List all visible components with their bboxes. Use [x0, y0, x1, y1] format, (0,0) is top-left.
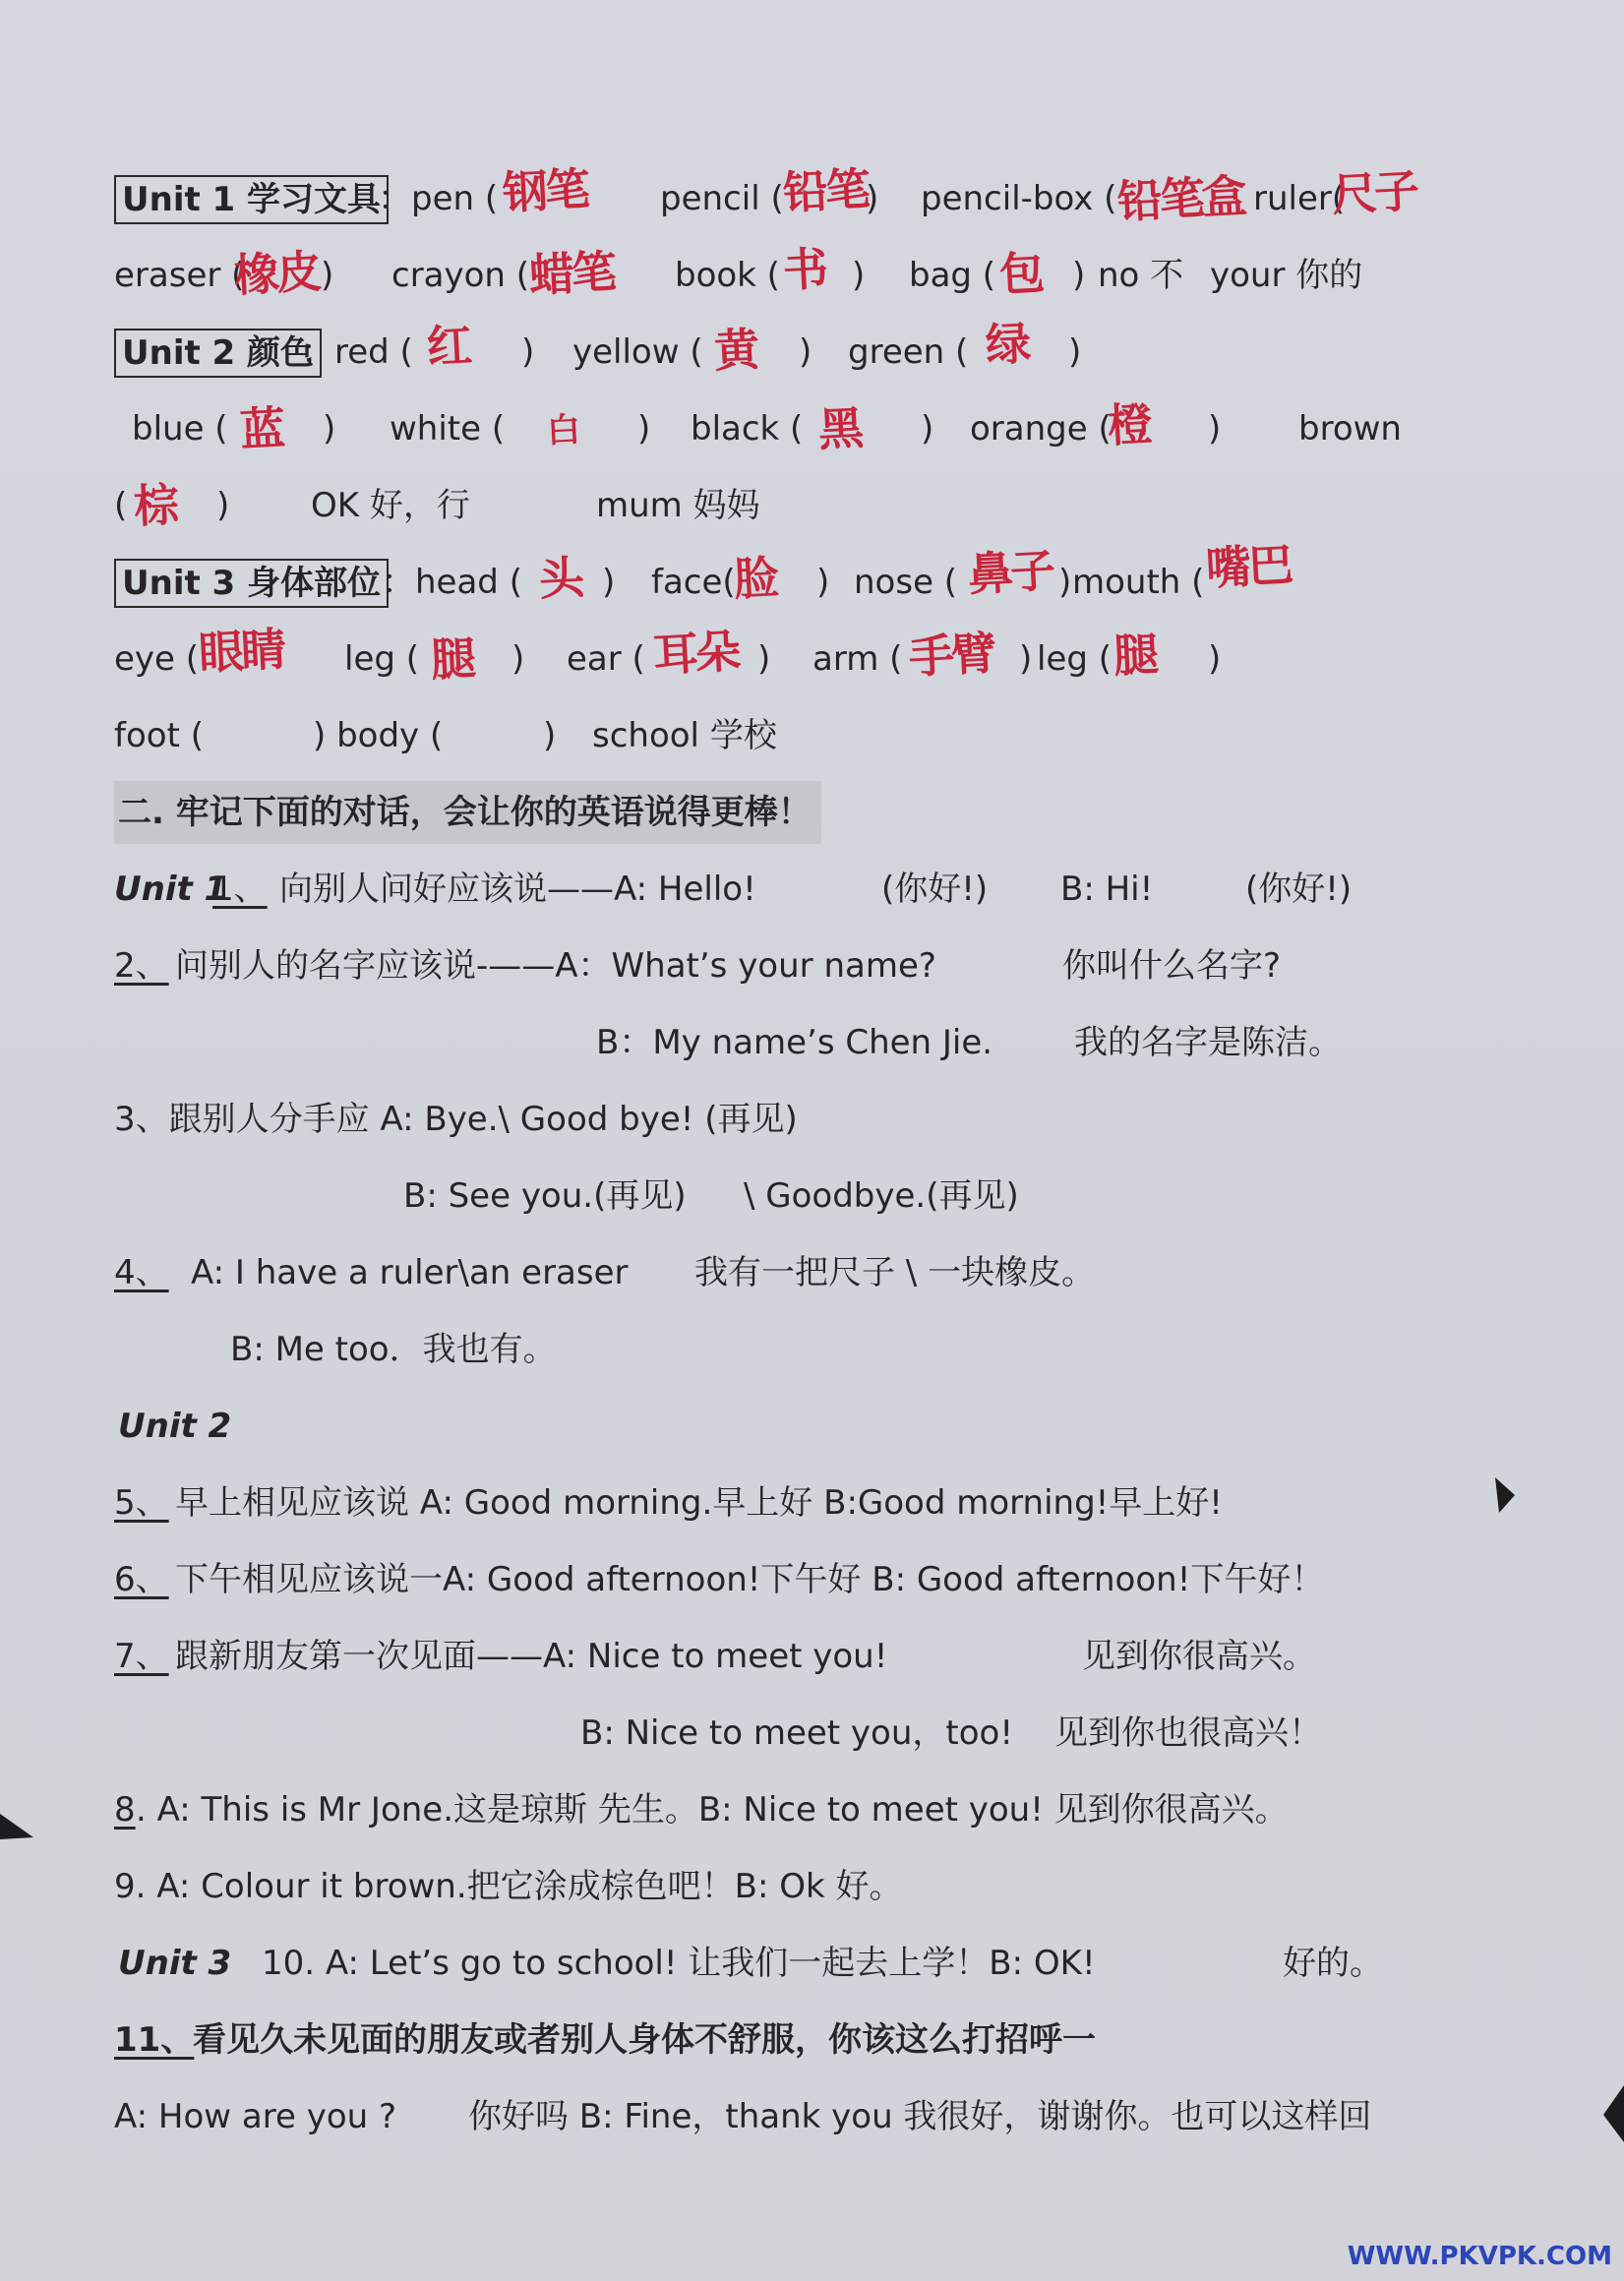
dialogue-text: 10. A: Let’s go to school! 让我们一起去上学！B: OK! — [262, 1944, 1096, 1983]
paren-close: ) — [757, 639, 771, 679]
vocab-bag: bag ( — [909, 256, 996, 295]
dialogue-translation: (你好!) — [1245, 870, 1353, 909]
unit-marker: Unit 1 — [114, 870, 228, 909]
vocab-crayon: crayon ( — [391, 256, 530, 295]
dialogue-4 — [114, 1241, 1511, 1304]
vocab-school: school 学校 — [592, 716, 777, 755]
item-number: 1、 — [212, 870, 268, 909]
dialogue-translation: (你好!) — [881, 870, 989, 909]
paren-close: ) — [816, 563, 830, 602]
unit-marker: Unit 3 — [118, 1944, 232, 1983]
vocab-line-unit2-a — [114, 316, 1511, 384]
handwritten-answer: 铅笔 — [781, 161, 870, 220]
vocab-line-unit2-c — [114, 474, 1511, 537]
vocab-leg-2: leg ( — [1037, 639, 1113, 679]
dialogue-3-reply — [114, 1165, 1511, 1228]
handwritten-answer: 绿 — [984, 316, 1030, 373]
paren-close: ) — [1208, 409, 1222, 449]
dialogue-text: B: Nice to meet you，too! — [580, 1713, 1013, 1753]
vocab-ok: OK 好，行 — [311, 486, 470, 525]
handwritten-answer: 鼻子 — [966, 543, 1054, 602]
vocab-leg: leg ( — [344, 639, 420, 679]
handwritten-answer: 书 — [781, 241, 827, 298]
item-number: 5、 — [114, 1483, 169, 1523]
vocab-black: black ( — [691, 409, 804, 449]
vocab-no: no 不 — [1098, 256, 1184, 295]
handwritten-answer: 尺子 — [1330, 163, 1418, 222]
vocab-pen: ：pen ( — [378, 179, 499, 218]
vocab-pencil: pencil ( — [660, 179, 784, 218]
dialogue-1 — [114, 858, 1511, 921]
paren-close: ) — [866, 179, 879, 218]
vocab-mouth: mouth ( — [1072, 563, 1205, 602]
dialogue-translation: 好的。 — [1283, 1944, 1383, 1983]
paren-close: ) — [521, 332, 535, 372]
item-number: 4、 — [114, 1253, 169, 1292]
item-number: 7、 — [114, 1637, 169, 1676]
dialogue-5 — [114, 1471, 1511, 1534]
dialogue-4-reply — [114, 1318, 1511, 1381]
paren-close: ) — [602, 563, 616, 602]
item-number: 6、 — [114, 1560, 169, 1599]
dialogue-text: A: How are you ? — [114, 2097, 397, 2136]
dialogue-reply: B: Hi! — [1060, 870, 1154, 909]
dialogue-text: 问别人的名字应该说-——A：What’s your name? — [175, 946, 936, 986]
dialogue-text: 9. A: Colour it brown.把它涂成棕色吧！B: Ok 好。 — [114, 1867, 903, 1906]
vocab-body: ) body ( — [313, 716, 444, 755]
scan-edge-mark — [0, 1810, 39, 1849]
dialogue-11-body — [114, 2085, 1511, 2148]
dialogue-translation: 见到你很高兴。 — [1082, 1637, 1316, 1676]
handwritten-answer: 橙 — [1106, 396, 1152, 453]
dialogue-text: B：My name’s Chen Jie. — [596, 1023, 993, 1062]
vocab-yellow: yellow ( — [572, 332, 703, 372]
paren-close: ) — [321, 256, 334, 295]
vocab-white: white ( — [390, 409, 506, 449]
dialogue-7 — [114, 1625, 1511, 1688]
vocab-book: book ( — [675, 256, 780, 295]
dialogue-3 — [114, 1088, 1511, 1151]
dialogue-text: . A: This is Mr Jone.这是琼斯 先生。B: Nice to meet you! 见到你很高兴。 — [136, 1790, 1289, 1830]
dialogue-6 — [114, 1548, 1511, 1611]
item-number: 2、 — [114, 946, 169, 986]
vocab-green: green ( — [848, 332, 969, 372]
section2-heading-line — [114, 781, 1511, 844]
unit2-marker-line — [114, 1395, 1511, 1458]
handwritten-answer: 手臂 — [907, 626, 995, 685]
dialogue-8 — [114, 1778, 1511, 1841]
handwritten-answer: 红 — [425, 318, 471, 375]
paren-close: ) — [852, 256, 866, 295]
vocab-line-unit2-b — [114, 397, 1511, 460]
handwritten-answer: 腿 — [429, 630, 475, 688]
paren-open: ( — [114, 486, 128, 525]
unit-marker: Unit 2 — [118, 1407, 232, 1446]
dialogue-translation: \ Goodbye.(再见) — [744, 1176, 1019, 1216]
item-number: 8 — [114, 1790, 136, 1830]
dialogue-text: 向别人问好应该说——A: Hello! — [279, 870, 756, 909]
scan-edge-mark — [1599, 2085, 1624, 2144]
paren-close: ) — [637, 409, 651, 449]
handwritten-answer: 蜡笔 — [527, 244, 616, 303]
vocab-mum: mum 妈妈 — [596, 486, 760, 525]
vocab-brown: brown — [1298, 409, 1402, 449]
vocab-line-unit3-a — [114, 537, 1511, 614]
vocab-eye: eye ( — [114, 639, 200, 679]
unit3-label: Unit 3 身体部位 — [114, 559, 389, 608]
vocab-arm: arm ( — [812, 639, 903, 679]
handwritten-answer: 黑 — [816, 400, 863, 457]
unit2-label: Unit 2 颜色 — [114, 329, 322, 378]
dialogue-translation: 我有一把尺子 \ 一块橡皮。 — [694, 1253, 1096, 1292]
paren-close: ) — [1208, 639, 1222, 679]
dialogue-text: 看见久未见面的朋友或者别人身体不舒服，你该这么打招呼一 — [193, 2020, 1096, 2060]
paren-close: ) — [1019, 639, 1033, 679]
section2-heading: 二. 牢记下面的对话，会让你的英语说得更棒！ — [114, 781, 821, 844]
dialogue-translation: 见到你也很高兴！ — [1054, 1713, 1322, 1753]
paren-close: ) — [799, 332, 812, 372]
dialogue-text: 早上相见应该说 A: Good morning.早上好 B:Good morning!早上好! — [175, 1483, 1223, 1523]
dialogue-text: 下午相见应该说一A: Good afternoon!下午好 B: Good afternoon!下午好！ — [175, 1560, 1325, 1599]
paren-close: ) — [1058, 563, 1072, 602]
dialogue-translation: 你叫什么名字? — [1062, 946, 1282, 986]
paren-close: ) — [216, 486, 230, 525]
vocab-line-unit3-b — [114, 622, 1511, 690]
dialogue-2-reply — [114, 1011, 1511, 1074]
site-watermark: WWW.PKVPK.COM — [1347, 2242, 1612, 2271]
dialogue-9 — [114, 1855, 1511, 1918]
vocab-nose: nose ( — [854, 563, 958, 602]
vocab-foot: foot ( — [114, 716, 204, 755]
handwritten-answer: 橡皮 — [232, 244, 321, 303]
vocab-line-unit1-b — [114, 241, 1511, 307]
vocab-face: face( — [651, 563, 736, 602]
dialogue-10 — [114, 1932, 1511, 1995]
dialogue-translation: 你好吗 B: Fine，thank you 我很好，谢谢你。也可以这样回 — [468, 2097, 1372, 2136]
paren-close: ) — [511, 639, 525, 679]
unit1-label: Unit 1 学习文具 — [114, 175, 389, 224]
vocab-your: your 你的 — [1210, 256, 1363, 295]
dialogue-text: A: I have a ruler\an eraser — [191, 1253, 629, 1292]
dialogue-translation: 我的名字是陈洁。 — [1074, 1023, 1342, 1062]
dialogue-text: B: Me too．我也有。 — [230, 1330, 557, 1369]
paren-close: ) — [1072, 256, 1086, 295]
paren-close: ) — [921, 409, 934, 449]
scan-edge-mark — [1491, 1475, 1521, 1515]
vocab-eraser: eraser ( — [114, 256, 245, 295]
paren-close: ) — [323, 409, 336, 449]
dialogue-2 — [114, 934, 1511, 997]
handwritten-answer: 嘴巴 — [1204, 537, 1293, 596]
vocab-orange: orange ( — [970, 409, 1112, 449]
handwritten-answer: 耳朵 — [651, 624, 740, 683]
vocab-line-unit1-a — [114, 161, 1511, 230]
vocab-head: ：head ( — [382, 563, 522, 602]
paren-close: ) — [1068, 332, 1082, 372]
vocab-line-unit3-c — [114, 704, 1511, 767]
dialogue-11 — [114, 2009, 1511, 2071]
dialogue-text: 跟新朋友第一次见面——A: Nice to meet you! — [175, 1637, 888, 1676]
vocab-red: ：red ( — [301, 332, 413, 372]
handwritten-answer: 蓝 — [238, 400, 284, 457]
handwritten-answer: 钢笔 — [501, 161, 589, 220]
vocab-blue: blue ( — [132, 409, 228, 449]
handwritten-answer: 铅笔盒 — [1115, 168, 1246, 229]
handwritten-answer: 脸 — [732, 550, 778, 607]
vocab-ruler: ruler( — [1253, 179, 1346, 218]
handwritten-answer: 眼睛 — [197, 622, 285, 681]
item-number: 11、 — [114, 2020, 195, 2060]
vocab-ear: ear ( — [567, 639, 645, 679]
handwritten-answer: 腿 — [1112, 627, 1158, 684]
handwritten-answer: 头 — [537, 550, 583, 607]
dialogue-text: 3、跟别人分手应 A: Bye.\ Good bye! (再见) — [114, 1100, 798, 1139]
handwritten-answer: 棕 — [132, 477, 178, 534]
dialogue-text: B: See you.(再见) — [403, 1176, 687, 1216]
vocab-pencil-box: pencil-box ( — [921, 179, 1117, 218]
paren-close: ) — [543, 716, 557, 755]
handwritten-answer: 包 — [997, 245, 1044, 302]
dialogue-7-reply — [114, 1702, 1511, 1765]
handwritten-answer: 黄 — [712, 322, 758, 379]
handwritten-answer: 白 — [545, 410, 579, 451]
